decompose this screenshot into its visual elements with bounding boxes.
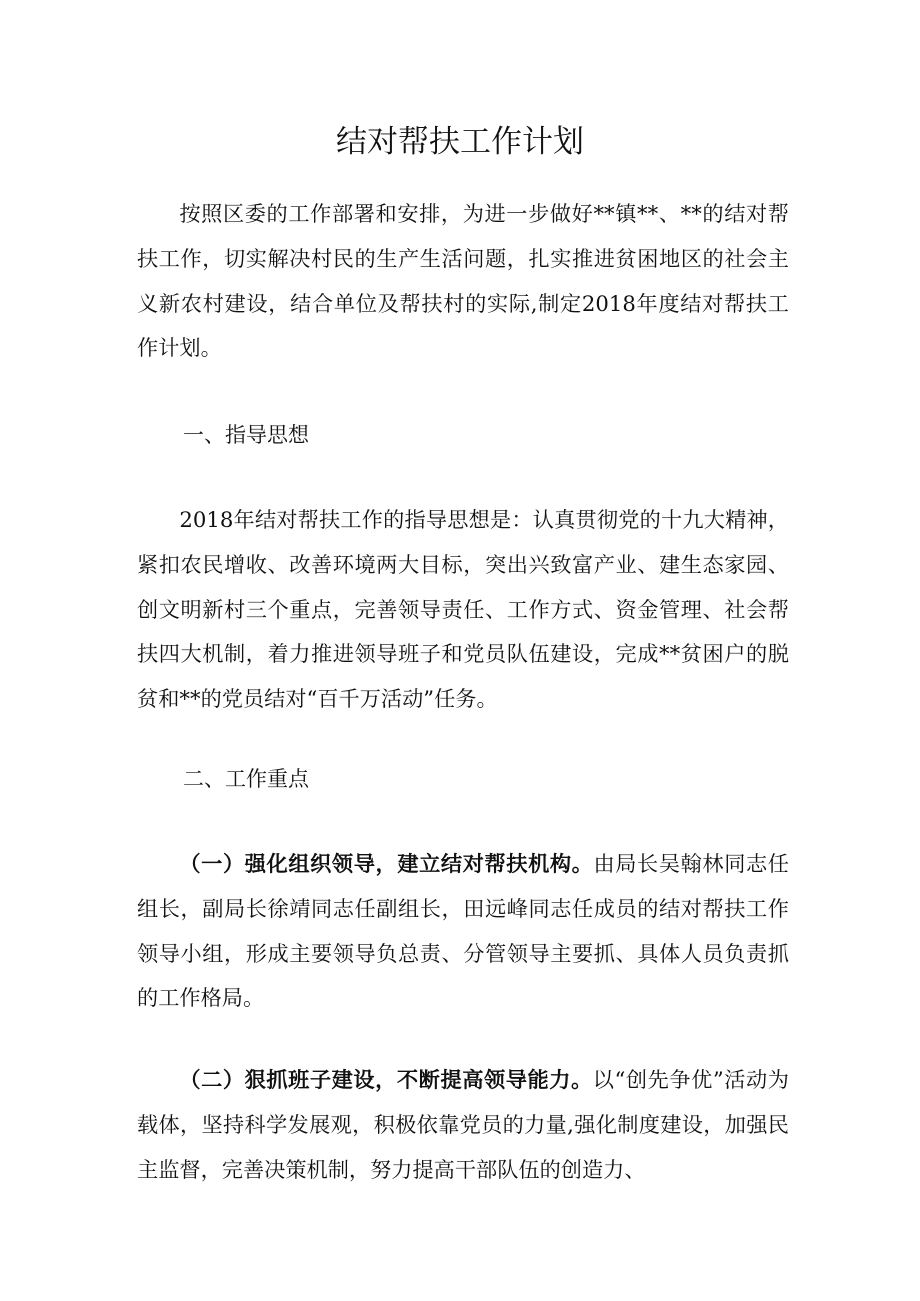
work-focus-item-2-lead: （二）狠抓班子建设，不断提高领导能力。 [179,1067,593,1092]
document-title: 结对帮扶工作计划 [336,124,584,160]
section-heading-guiding-ideology: 一、指导思想 [183,423,309,447]
work-focus-item-2-body: 以“创先争优”活动为载体，坚持科学发展观，积极依靠党员的力量,强化制度建设，加强民主监督，完善决策机制，努力提高干部队伍的创造力、 [137,1067,789,1182]
work-focus-item-2 [137,1058,789,1192]
section-heading-work-focus: 二、工作重点 [183,767,309,791]
intro-paragraph: 按照区委的工作部署和安排，为进一步做好**镇**、**的结对帮扶工作，切实解决村民的生产生活问题，扎实推进贫困地区的社会主义新农村建设，结合单位及帮扶村的实际,制定2018年度结对帮扶工作计划。 [137,201,789,361]
work-focus-item-1 [137,842,789,1021]
work-focus-item-1-body: 由局长吴翰林同志任组长，副局长徐靖同志任副组长，田远峰同志任成员的结对帮扶工作领导小组，形成主要领导负总责、分管领导主要抓、具体人员负责抓的工作格局。 [137,851,789,1011]
guiding-ideology-paragraph: 2018年结对帮扶工作的指导思想是：认真贯彻党的十九大精神，紧扣农民增收、改善环境两大目标，突出兴致富产业、建生态家园、创文明新村三个重点，完善领导责任、工作方式、资金管理、社会帮扶四大机制，着力推进领导班子和党员队伍建设，完成**贫困户的脱贫和**的党员结对“百千万活动”任务。 [137,507,789,712]
work-focus-item-1-lead: （一）强化组织领导，建立结对帮扶机构。 [179,851,594,876]
